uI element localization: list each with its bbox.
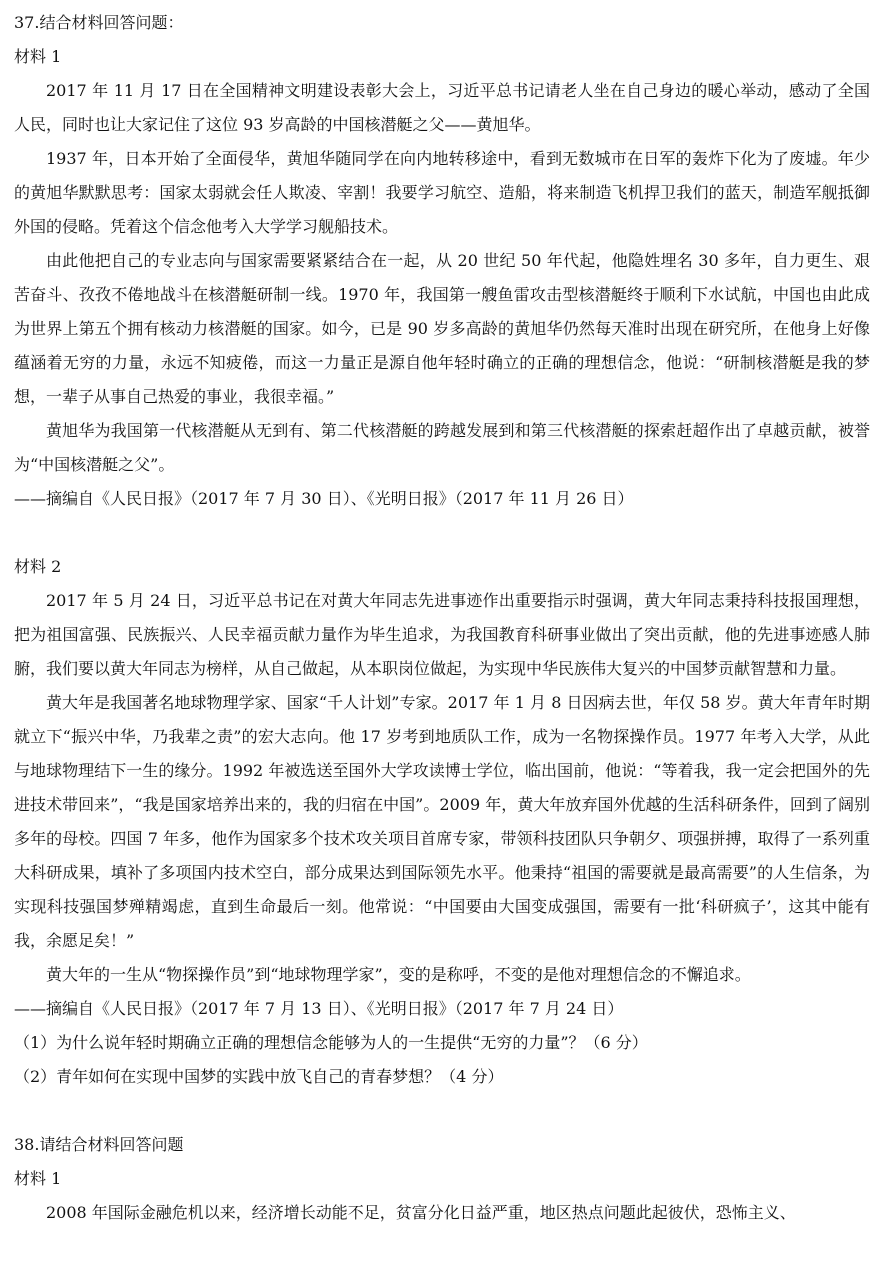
q37-material-1-label: 材料 1: [14, 47, 62, 66]
q37-material-2-label: 材料 2: [14, 557, 62, 576]
question-37-heading: 37.结合材料回答问题：: [14, 13, 184, 32]
spacer: [14, 1094, 870, 1128]
q37-m1-paragraph-4: 黄旭华为我国第一代核潜艇从无到有、第二代核潜艇的跨越发展到和第三代核潜艇的探索赶超作出了卓越贡献，被誉为“中国核潜艇之父”。: [14, 421, 870, 474]
q38-material-1-label: 材料 1: [14, 1169, 62, 1188]
question-38-heading: 38.请结合材料回答问题: [14, 1135, 184, 1154]
q37-m1-paragraph-2: 1937 年，日本开始了全面侵华，黄旭华随同学在向内地转移途中，看到无数城市在日军的轰炸下化为了废墟。年少的黄旭华默默思考：国家太弱就会任人欺凌、宰割！我要学习航空、造船，将来制造飞机捍卫我们的蓝天，制造军舰抵御外国的侵略。凭着这个信念他考入大学学习舰船技术。: [14, 149, 870, 236]
q37-subquestion-2: （2）青年如何在实现中国梦的实践中放飞自己的青春梦想？（4 分）: [14, 1067, 504, 1086]
q37-m2-paragraph-2: 黄大年是我国著名地球物理学家、国家“千人计划”专家。2017 年 1 月 8 日因病去世，年仅 58 岁。黄大年青年时期就立下“振兴中华，乃我辈之责”的宏大志向。他 17 岁考到地质队工作，成为一名物探操作员。1977 年考入大学，从此与地球物理结下一生的缘分。1992 年被选送至国外大学攻读博士学位，临出国前，他说：“等着我，我一定会把国外的先进技术带回来”，“我是国家培养出来的，我的归宿在中国”。2009 年，黄大年放弃国外优越的生活科研条件，回到了阔别多年的母校。四国 7 年多，他作为国家多个技术攻关项目首席专家，带领科技团队只争朝夕、项强拼搏，取得了一系列重大科研成果，填补了多项国内技术空白，部分成果达到国际领先水平。他秉持“祖国的需要就是最高需要”的人生信条，为实现科技强国梦殚精竭虑，直到生命最后一刻。他常说：“中国要由大国变成强国，需要有一批‘科研疯子’，这其中能有我，余愿足矣！”: [14, 693, 870, 950]
q37-m2-paragraph-3: 黄大年的一生从“物探操作员”到“地球物理学家”，变的是称呼，不变的是他对理想信念的不懈追求。: [46, 965, 751, 984]
q37-subquestion-1: （1）为什么说年轻时期确立正确的理想信念能够为人的一生提供“无穷的力量”？（6 分）: [14, 1033, 648, 1052]
q37-m1-paragraph-1: 2017 年 11 月 17 日在全国精神文明建设表彰大会上，习近平总书记请老人坐在自己身边的暖心举动，感动了全国人民，同时也让大家记住了这位 93 岁高龄的中国核潜艇之父——黄旭华。: [14, 81, 870, 134]
spacer: [14, 516, 870, 550]
q37-m2-paragraph-1: 2017 年 5 月 24 日，习近平总书记在对黄大年同志先进事迹作出重要指示时强调，黄大年同志秉持科技报国理想，把为祖国富强、民族振兴、人民幸福贡献力量作为毕生追求，为我国教育科研事业做出了突出贡献，他的先进事迹感人肺腑，我们要以黄大年同志为榜样，从自己做起，从本职岗位做起，为实现中华民族伟大复兴的中国梦贡献智慧和力量。: [14, 591, 870, 678]
q38-m1-paragraph-1: 2008 年国际金融危机以来，经济增长动能不足，贫富分化日益严重，地区热点问题此起彼伏，恐怖主义、: [46, 1203, 796, 1222]
q37-m1-source: ——摘编自《人民日报》（2017 年 7 月 30 日）、《光明日报》（2017 年 11 月 26 日）: [14, 489, 634, 508]
q37-m2-source: ——摘编自《人民日报》（2017 年 7 月 13 日）、《光明日报》（2017 年 7 月 24 日）: [14, 999, 624, 1018]
q37-m1-paragraph-3: 由此他把自己的专业志向与国家需要紧紧结合在一起，从 20 世纪 50 年代起，他隐姓埋名 30 多年，自力更生、艰苦奋斗、孜孜不倦地战斗在核潜艇研制一线。1970 年，我国第一艘鱼雷攻击型核潜艇终于顺利下水试航，中国也由此成为世界上第五个拥有核动力核潜艇的国家。如今，已是 90 岁多高龄的黄旭华仍然每天准时出现在研究所，在他身上好像蕴涵着无穷的力量，永远不知疲倦，而这一力量正是源自他年轻时确立的正确的理想信念，他说：“研制核潜艇是我的梦想，一辈子从事自己热爱的事业，我很幸福。”: [14, 251, 870, 406]
